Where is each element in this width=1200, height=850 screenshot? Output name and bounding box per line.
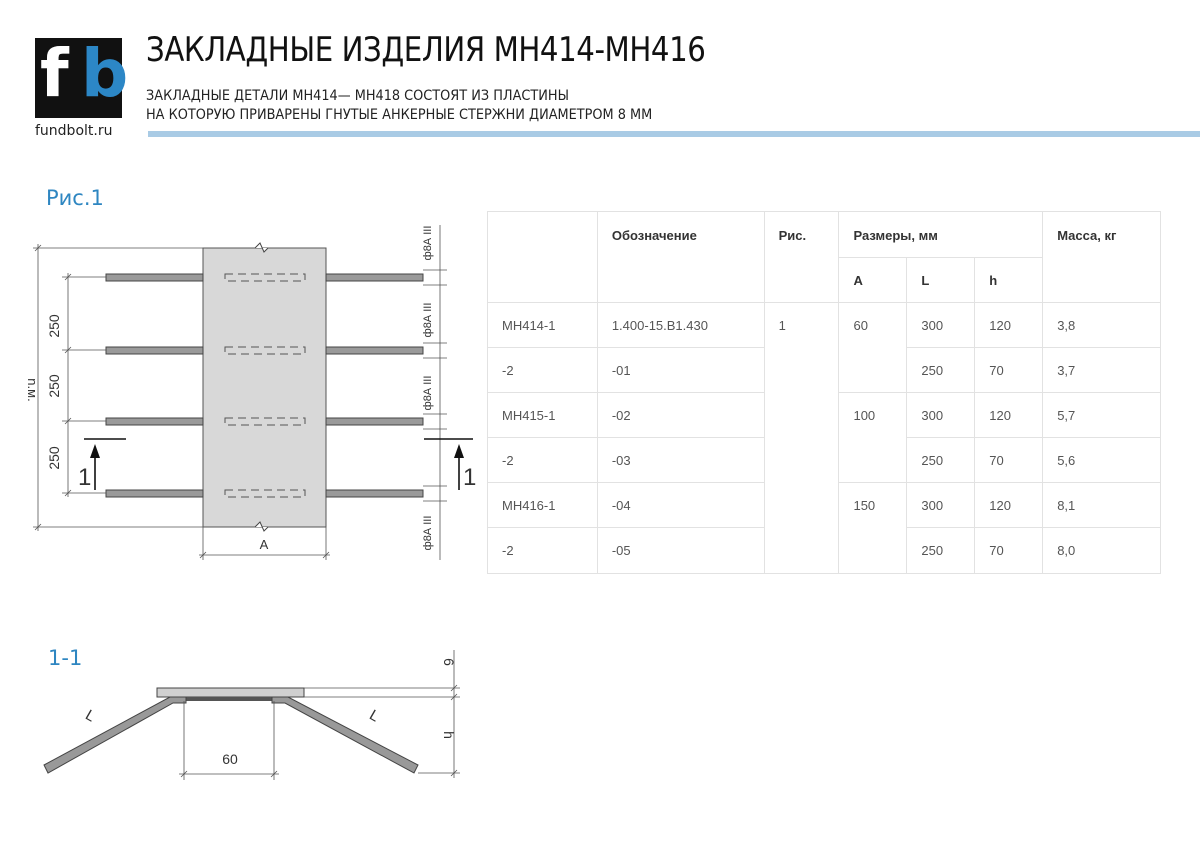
cell-code: -03 — [597, 438, 764, 483]
dim-width-a: A — [259, 537, 269, 552]
bent-rod-left — [44, 697, 186, 773]
subtitle-line-1: ЗАКЛАДНЫЕ ДЕТАЛИ МН414— МН418 СОСТОЯТ ИЗ ПЛАСТИНЫ — [146, 88, 569, 104]
cell-a: 150 — [839, 483, 907, 574]
cell-fig: 1 — [764, 303, 839, 574]
header-a: A — [839, 258, 907, 303]
cell-name: -2 — [488, 438, 598, 483]
section-arrow-left — [90, 444, 100, 458]
cell-h: 70 — [975, 438, 1043, 483]
rebar-left-2 — [106, 347, 203, 354]
section-arrow-right — [454, 444, 464, 458]
specification-table — [487, 211, 1161, 574]
section-mark-right: 1 — [463, 464, 477, 491]
section-leg-label-left: L — [82, 706, 99, 726]
cell-name: МН416-1 — [488, 483, 598, 528]
weld — [184, 697, 274, 701]
rebar-right-3 — [326, 418, 423, 425]
cell-l: 300 — [907, 303, 975, 348]
cell-mass: 5,6 — [1043, 438, 1161, 483]
cell-mass: 5,7 — [1043, 393, 1161, 438]
cell-name: -2 — [488, 528, 598, 574]
section-1-1-label: 1-1 — [48, 646, 83, 670]
rebar-right-2 — [326, 347, 423, 354]
header-mass: Масса, кг — [1043, 212, 1161, 303]
cell-l: 300 — [907, 483, 975, 528]
cell-mass: 3,7 — [1043, 348, 1161, 393]
table-header-row — [488, 212, 1161, 258]
header-dims: Размеры, мм — [839, 212, 1043, 258]
cell-mass: 8,0 — [1043, 528, 1161, 574]
dim-spacing-2: 250 — [46, 374, 62, 398]
plan-view — [33, 225, 473, 560]
cell-h: 120 — [975, 303, 1043, 348]
cell-name: МН415-1 — [488, 393, 598, 438]
rebar-label-2: ф8А III — [422, 302, 434, 338]
cell-code: -04 — [597, 483, 764, 528]
table-row — [488, 303, 1161, 348]
cell-name: -2 — [488, 348, 598, 393]
header-fig: Рис. — [764, 212, 839, 303]
section-dim-60: 60 — [222, 751, 238, 767]
cell-h: 70 — [975, 528, 1043, 574]
cell-code: -02 — [597, 393, 764, 438]
section-plate — [157, 688, 304, 697]
cell-l: 250 — [907, 348, 975, 393]
section-mark-left: 1 — [78, 464, 92, 491]
steel-plate — [203, 248, 326, 527]
header-h: h — [975, 258, 1043, 303]
dim-spacing-1: 250 — [46, 314, 62, 338]
logo-letter-f: f — [40, 35, 67, 112]
cell-h: 120 — [975, 483, 1043, 528]
cell-h: 70 — [975, 348, 1043, 393]
cell-h: 120 — [975, 393, 1043, 438]
rebar-left-1 — [106, 274, 203, 281]
cell-mass: 8,1 — [1043, 483, 1161, 528]
rebar-label-4: ф8А III — [422, 515, 434, 551]
cell-code: 1.400-15.В1.430 — [597, 303, 764, 348]
cell-l: 250 — [907, 438, 975, 483]
figure-1-label: Рис.1 — [46, 186, 104, 210]
dim-spacing-3: 250 — [46, 446, 62, 470]
rebar-label-1: ф8А III — [422, 225, 434, 261]
cell-l: 250 — [907, 528, 975, 574]
bent-rod-right — [272, 697, 418, 773]
rebar-left-3 — [106, 418, 203, 425]
cell-code: -01 — [597, 348, 764, 393]
cell-a: 100 — [839, 393, 907, 483]
logo-site-text[interactable]: fundbolt.ru — [35, 123, 113, 139]
rebar-right-1 — [326, 274, 423, 281]
cell-name: МН414-1 — [488, 303, 598, 348]
section-leg-label-right: L — [366, 706, 383, 726]
cell-a: 60 — [839, 303, 907, 393]
section-dim-h: h — [441, 731, 457, 739]
rebar-left-4 — [106, 490, 203, 497]
rebar-label-3: ф8А III — [422, 375, 434, 411]
rebar-right-4 — [326, 490, 423, 497]
cell-l: 300 — [907, 393, 975, 438]
page-title: ЗАКЛАДНЫЕ ИЗДЕЛИЯ МН414-МН416 — [146, 30, 706, 70]
logo-letter-b: b — [81, 35, 129, 112]
header-empty — [488, 212, 598, 303]
header-designation: Обозначение — [597, 212, 764, 303]
cell-mass: 3,8 — [1043, 303, 1161, 348]
cell-code: -05 — [597, 528, 764, 574]
header-l: L — [907, 258, 975, 303]
section-view — [44, 650, 460, 780]
subtitle-line-2: НА КОТОРУЮ ПРИВАРЕНЫ ГНУТЫЕ АНКЕРНЫЕ СТЕРЖНИ ДИАМЕТРОМ 8 ММ — [146, 107, 653, 123]
section-dim-thickness: 6 — [441, 658, 457, 666]
dim-total: n.м. — [25, 378, 40, 402]
